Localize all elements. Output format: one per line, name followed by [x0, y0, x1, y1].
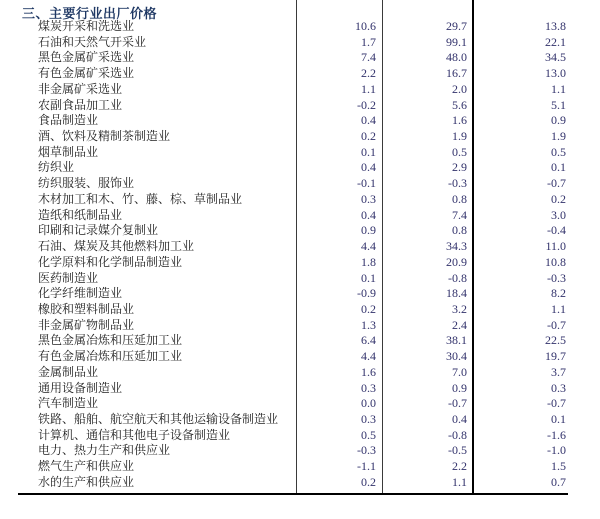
value-cell-1: -0.2: [357, 97, 376, 112]
table-row: [0, 318, 600, 334]
value-cell-3: 1.5: [551, 459, 566, 474]
value-cell-3: 13.8: [545, 19, 566, 33]
value-cell-1: 0.4: [361, 207, 376, 222]
industry-name-cell: 木材加工和木、竹、藤、棕、草制品业: [38, 191, 243, 206]
value-cell-1: 0.3: [361, 380, 376, 395]
value-cell-2: 30.4: [446, 349, 467, 364]
value-cell-2: -0.3: [448, 176, 467, 191]
value-cell-2: 3.2: [452, 301, 467, 316]
section-title: 三、主要行业出厂价格: [22, 6, 158, 21]
table-vertical-rule-3: [472, 0, 474, 494]
value-cell-3: 0.2: [551, 191, 566, 206]
value-cell-2: 29.7: [446, 19, 467, 33]
table-row: [0, 129, 600, 145]
value-cell-1: 0.2: [361, 301, 376, 316]
industry-name-cell: 计算机、通信和其他电子设备制造业: [38, 427, 231, 442]
industry-name-cell: 烟草制品业: [38, 144, 99, 159]
table-row: [0, 255, 600, 271]
value-cell-1: -0.3: [357, 443, 376, 458]
table-row: [0, 223, 600, 239]
table-row: [0, 443, 600, 459]
industry-name-cell: 石油和天然气开采业: [38, 34, 147, 49]
value-cell-2: 7.4: [452, 207, 467, 222]
value-cell-2: 0.8: [452, 191, 467, 206]
table-row: [0, 192, 600, 208]
table-row: [0, 35, 600, 51]
value-cell-1: 0.2: [361, 474, 376, 489]
value-cell-3: -1.0: [547, 443, 566, 458]
value-cell-3: -0.7: [547, 176, 566, 191]
table-row: [0, 176, 600, 192]
value-cell-2: 1.6: [452, 113, 467, 128]
industry-name-cell: 黑色金属冶炼和压延加工业: [38, 333, 183, 348]
table-row: [0, 286, 600, 302]
value-cell-3: 34.5: [545, 50, 566, 65]
value-cell-3: 1.9: [551, 129, 566, 144]
industry-name-cell: 电力、热力生产和供应业: [38, 443, 171, 458]
industry-name-cell: 纺织业: [38, 160, 75, 175]
value-cell-2: 0.8: [452, 223, 467, 238]
value-cell-2: 2.4: [452, 317, 467, 332]
value-cell-3: -0.7: [547, 396, 566, 411]
industry-name-cell: 汽车制造业: [38, 396, 99, 411]
industry-name-cell: 水的生产和供应业: [38, 474, 135, 489]
value-cell-2: 2.9: [452, 160, 467, 175]
table-bottom-rule: [18, 493, 568, 495]
value-cell-1: 0.5: [361, 427, 376, 442]
value-cell-1: 1.1: [361, 81, 376, 96]
table-row: [0, 66, 600, 82]
value-cell-1: 0.0: [361, 396, 376, 411]
table-row: [0, 459, 600, 475]
industry-name-cell: 印刷和记录媒介复制业: [38, 223, 159, 238]
industry-name-cell: 酒、饮料及精制茶制造业: [38, 129, 171, 144]
industry-name-cell: 有色金属矿采选业: [38, 66, 135, 81]
table-row: [0, 113, 600, 129]
value-cell-1: 0.1: [361, 144, 376, 159]
industry-name-cell: 化学原料和化学制品制造业: [38, 254, 183, 269]
value-cell-2: 48.0: [446, 50, 467, 65]
industry-name-cell: 食品制造业: [38, 113, 99, 128]
table-row: [0, 19, 600, 35]
value-cell-1: 4.4: [361, 349, 376, 364]
value-cell-3: 0.1: [551, 411, 566, 426]
industry-name-cell: 非金属矿物制品业: [38, 317, 135, 332]
value-cell-2: 7.0: [452, 364, 467, 379]
value-cell-1: 0.9: [361, 223, 376, 238]
table-row: [0, 98, 600, 114]
value-cell-3: 1.1: [551, 301, 566, 316]
value-cell-1: 0.3: [361, 191, 376, 206]
value-cell-1: 0.3: [361, 411, 376, 426]
value-cell-1: 1.8: [361, 254, 376, 269]
value-cell-3: 22.5: [545, 333, 566, 348]
table-row: [0, 82, 600, 98]
industry-name-cell: 金属制品业: [38, 364, 99, 379]
table-row: [0, 349, 600, 365]
value-cell-1: 10.6: [355, 19, 376, 33]
value-cell-3: 13.0: [545, 66, 566, 81]
table-row: [0, 271, 600, 287]
industry-name-cell: 燃气生产和供应业: [38, 459, 135, 474]
value-cell-3: 0.7: [551, 474, 566, 489]
value-cell-1: -0.9: [357, 286, 376, 301]
value-cell-1: 7.4: [361, 50, 376, 65]
value-cell-1: -1.1: [357, 459, 376, 474]
value-cell-3: -0.7: [547, 317, 566, 332]
value-cell-3: -0.3: [547, 270, 566, 285]
value-cell-2: 2.0: [452, 81, 467, 96]
value-cell-2: -0.8: [448, 427, 467, 442]
value-cell-3: 3.7: [551, 364, 566, 379]
industry-name-cell: 非金属矿采选业: [38, 81, 123, 96]
table-row: [0, 160, 600, 176]
value-cell-3: 22.1: [545, 34, 566, 49]
value-cell-1: -0.1: [357, 176, 376, 191]
value-cell-3: 0.1: [551, 160, 566, 175]
value-cell-3: 5.1: [551, 97, 566, 112]
table-vertical-rule-1: [296, 0, 297, 494]
value-cell-2: 1.9: [452, 129, 467, 144]
table-row: [0, 365, 600, 381]
value-cell-3: 10.8: [545, 254, 566, 269]
value-cell-3: -0.4: [547, 223, 566, 238]
value-cell-3: 3.0: [551, 207, 566, 222]
industry-name-cell: 石油、煤炭及其他燃料加工业: [38, 239, 195, 254]
industry-name-cell: 黑色金属矿采选业: [38, 50, 135, 65]
table-row: [0, 475, 600, 491]
value-cell-3: -1.6: [547, 427, 566, 442]
value-cell-2: 18.4: [446, 286, 467, 301]
value-cell-2: -0.8: [448, 270, 467, 285]
industry-name-cell: 医药制造业: [38, 270, 99, 285]
industry-name-cell: 纺织服装、服饰业: [38, 176, 135, 191]
value-cell-3: 0.5: [551, 144, 566, 159]
value-cell-1: 0.1: [361, 270, 376, 285]
industry-name-cell: 橡胶和塑料制品业: [38, 301, 135, 316]
table-row: [0, 302, 600, 318]
value-cell-2: 5.6: [452, 97, 467, 112]
value-cell-1: 1.7: [361, 34, 376, 49]
industry-name-cell: 农副食品加工业: [38, 97, 123, 112]
value-cell-1: 1.3: [361, 317, 376, 332]
table-row: [0, 239, 600, 255]
table-row: [0, 412, 600, 428]
value-cell-2: 38.1: [446, 333, 467, 348]
value-cell-3: 0.3: [551, 380, 566, 395]
value-cell-2: 16.7: [446, 66, 467, 81]
value-cell-3: 8.2: [551, 286, 566, 301]
value-cell-2: 1.1: [452, 474, 467, 489]
value-cell-1: 0.4: [361, 113, 376, 128]
table-row: [0, 333, 600, 349]
value-cell-2: -0.5: [448, 443, 467, 458]
industry-name-cell: 通用设备制造业: [38, 380, 123, 395]
table-row: [0, 50, 600, 66]
value-cell-3: 11.0: [545, 239, 566, 254]
value-cell-1: 0.4: [361, 160, 376, 175]
industry-name-cell: 煤炭开采和洗选业: [38, 19, 135, 33]
value-cell-2: 99.1: [446, 34, 467, 49]
industry-name-cell: 有色金属冶炼和压延加工业: [38, 349, 183, 364]
price-table: [0, 19, 600, 491]
table-vertical-rule-2: [382, 0, 383, 494]
table-row: [0, 208, 600, 224]
value-cell-1: 2.2: [361, 66, 376, 81]
industry-name-cell: 铁路、船舶、航空航天和其他运输设备制造业: [38, 411, 279, 426]
value-cell-3: 1.1: [551, 81, 566, 96]
table-row: [0, 396, 600, 412]
table-row: [0, 381, 600, 397]
value-cell-2: 0.4: [452, 411, 467, 426]
value-cell-2: 0.5: [452, 144, 467, 159]
value-cell-2: 20.9: [446, 254, 467, 269]
value-cell-2: -0.7: [448, 396, 467, 411]
value-cell-1: 1.6: [361, 364, 376, 379]
value-cell-3: 0.9: [551, 113, 566, 128]
value-cell-2: 2.2: [452, 459, 467, 474]
value-cell-1: 4.4: [361, 239, 376, 254]
value-cell-1: 0.2: [361, 129, 376, 144]
value-cell-2: 34.3: [446, 239, 467, 254]
industry-name-cell: 造纸和纸制品业: [38, 207, 123, 222]
industry-name-cell: 化学纤维制造业: [38, 286, 123, 301]
table-row: [0, 145, 600, 161]
value-cell-2: 0.9: [452, 380, 467, 395]
value-cell-1: 6.4: [361, 333, 376, 348]
table-row: [0, 428, 600, 444]
value-cell-3: 19.7: [545, 349, 566, 364]
